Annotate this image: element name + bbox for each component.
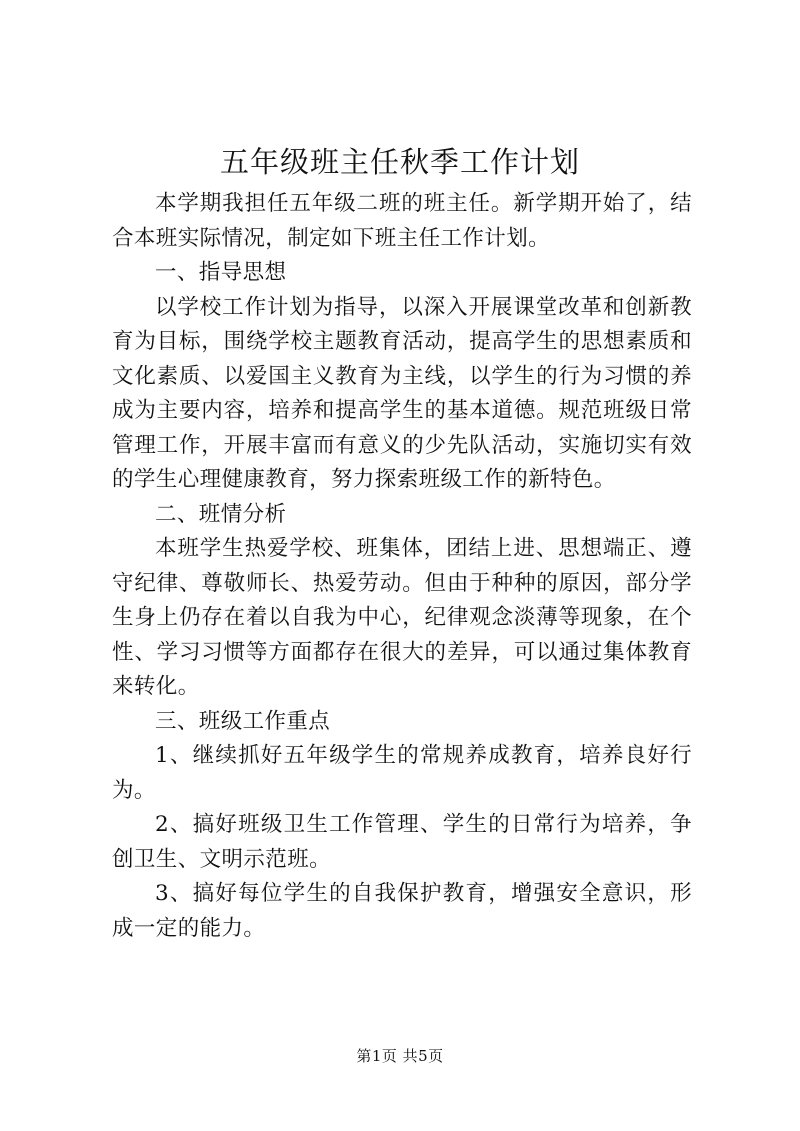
heading-class-analysis: 二、班情分析 [155,501,287,527]
paragraph-class-analysis: 本班学生热爱学校、班集体，团结上进、思想端正、遵守纪律、尊敬师长、热爱劳动。但由于种种的原因，部分学生身上仍存在着以自我为中心，纪律观念淡薄等现象，在个性、学习习惯等方面都存在很大的差异，可以通过集体教育来转化。 [112,536,692,699]
list-item-focus-1: 1、继续抓好五年级学生的常规养成教育，培养良好行为。 [112,743,692,803]
page-number-footer: 第1页 共5页 [356,1047,444,1065]
heading-guiding-principle: 一、指导思想 [155,260,287,285]
list-item-focus-3: 3、搞好每位学生的自我保护教育，增强安全意识，形成一定的能力。 [112,881,692,941]
paragraph-guiding-principle: 以学校工作计划为指导，以深入开展课堂改革和创新教育为目标，围绕学校主题教育活动，提高学生的思想素质和文化素质、以爱国主义教育为主线，以学生的行为习惯的养成为主要内容，培养和提高学生的基本道德。规范班级日常管理工作，开展丰富而有意义的少先队活动，实施切实有效的学生心理健康教育，努力探索班级工作的新特色。 [112,294,692,492]
paragraph-intro: 本学期我担任五年级二班的班主任。新学期开始了，结合本班实际情况，制定如下班主任工作计划。 [112,191,692,251]
document-body [112,187,692,946]
document-title: 五年级班主任秋季工作计划 [219,145,580,179]
list-item-focus-2: 2、搞好班级卫生工作管理、学生的日常行为培养，争创卫生、文明示范班。 [112,812,692,872]
heading-work-focus: 三、班级工作重点 [155,708,331,734]
